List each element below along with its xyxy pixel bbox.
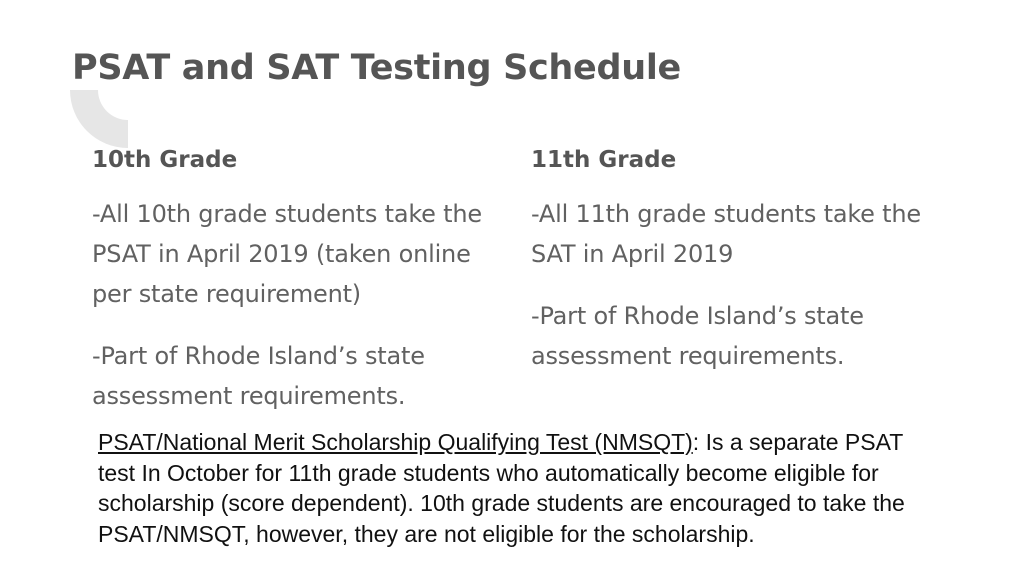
nmsqt-link[interactable]: PSAT/National Merit Scholarship Qualifying Test (NMSQT) bbox=[98, 429, 693, 455]
column-heading: 10th Grade bbox=[92, 147, 238, 173]
column-paragraph: -Part of Rhode Island’s state assessment requirements. bbox=[92, 342, 425, 410]
column-10th-grade bbox=[92, 140, 512, 438]
column-heading: 11th Grade bbox=[531, 147, 677, 173]
column-paragraph: -Part of Rhode Island’s state assessment requirements. bbox=[531, 302, 864, 370]
column-11th-grade bbox=[531, 140, 951, 398]
slide-title: PSAT and SAT Testing Schedule bbox=[72, 48, 681, 88]
column-paragraph: -All 10th grade students take the PSAT in April 2019 (taken online per state requirement) bbox=[92, 200, 482, 308]
column-paragraph: -All 11th grade students take the SAT in April 2019 bbox=[531, 200, 921, 268]
nmsqt-note bbox=[98, 427, 928, 549]
nmsqt-note-body: : Is a separate PSAT test In October for 11th grade students who automatically become eligible for scholarship (score dependent). 10th grade students are encouraged to take the PSAT/NMSQT, however, they are not eligible for the scholarship. bbox=[98, 429, 905, 547]
